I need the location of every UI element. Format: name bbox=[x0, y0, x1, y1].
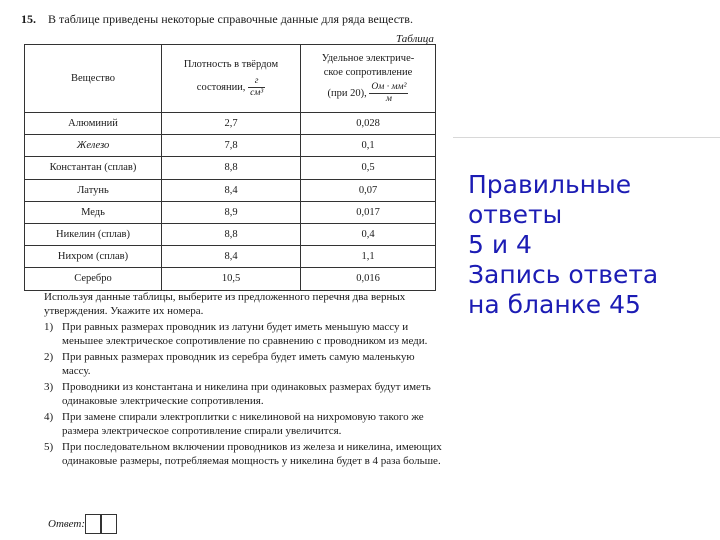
cell-density: 2,7 bbox=[162, 113, 301, 135]
cell-resistance: 1,1 bbox=[301, 246, 436, 268]
resistance-unit bbox=[369, 82, 408, 105]
option-item bbox=[44, 320, 444, 348]
note-line-3: 5 и 4 bbox=[468, 230, 532, 259]
option-number: 1) bbox=[44, 321, 54, 333]
cell-substance: Серебро bbox=[25, 268, 162, 290]
table-row bbox=[25, 268, 436, 290]
question-number: 15. bbox=[21, 12, 36, 26]
cell-substance: Алюминий bbox=[25, 113, 162, 135]
option-text: При равных размерах проводник из латуни будет иметь меньшую массу и меньшее электрическое сопротивление по сравнению с проводником из меди. bbox=[62, 321, 428, 347]
cell-density: 8,8 bbox=[162, 157, 301, 179]
table-row bbox=[25, 179, 436, 201]
cell-substance: Константан (сплав) bbox=[25, 157, 162, 179]
option-number: 3) bbox=[44, 381, 54, 393]
option-text: Проводники из константана и никелина при одинаковых размерах будут иметь одинаковые электрические сопротивления. bbox=[62, 381, 431, 407]
cell-substance: Латунь bbox=[25, 179, 162, 201]
cell-density: 8,4 bbox=[162, 246, 301, 268]
answer-area bbox=[48, 514, 117, 534]
cell-density: 8,4 bbox=[162, 179, 301, 201]
option-text: При равных размерах проводник из серебра будет иметь самую маленькую массу. bbox=[62, 351, 415, 377]
header-substance: Вещество bbox=[25, 45, 162, 113]
table-row bbox=[25, 113, 436, 135]
option-item bbox=[44, 380, 444, 408]
cell-substance: Железо bbox=[25, 135, 162, 157]
option-number: 2) bbox=[44, 351, 54, 363]
cell-density: 10,5 bbox=[162, 268, 301, 290]
task-body bbox=[44, 290, 444, 470]
answer-box-1[interactable] bbox=[85, 514, 101, 534]
header-resistance bbox=[301, 45, 436, 113]
answer-label: Ответ: bbox=[48, 518, 86, 530]
density-unit bbox=[248, 76, 265, 99]
option-item bbox=[44, 350, 444, 378]
table-caption: Таблица bbox=[396, 33, 434, 45]
cell-substance: Нихром (сплав) bbox=[25, 246, 162, 268]
option-number: 5) bbox=[44, 441, 54, 453]
header-density-line2: состоянии, bbox=[196, 81, 246, 93]
cell-density: 7,8 bbox=[162, 135, 301, 157]
table-row bbox=[25, 157, 436, 179]
reference-table bbox=[24, 44, 436, 291]
resistance-unit-den: м bbox=[385, 94, 392, 104]
option-number: 4) bbox=[44, 411, 54, 423]
note-line-1: Правильные bbox=[468, 170, 632, 199]
header-resist-line3: (при 20), bbox=[327, 87, 367, 99]
header-resist-line1: Удельное электриче- bbox=[321, 53, 415, 64]
cell-density: 8,8 bbox=[162, 223, 301, 245]
answer-box-2[interactable] bbox=[101, 514, 117, 534]
note-line-5: на бланке 45 bbox=[468, 290, 641, 319]
cell-resistance: 0,1 bbox=[301, 135, 436, 157]
resistance-unit-num: Ом · мм² bbox=[371, 82, 407, 92]
divider-line bbox=[453, 137, 720, 138]
note-line-4: Запись ответа bbox=[468, 260, 659, 289]
instructions: Используя данные таблицы, выберите из предложенного перечня два верных утверждения. Укажите их номера. bbox=[44, 291, 406, 317]
cell-substance: Медь bbox=[25, 201, 162, 223]
option-text: При замене спирали электроплитки с никелиновой на нихромовую такого же размера электрическое сопротивление спирали увеличится. bbox=[62, 411, 424, 437]
density-unit-num: г bbox=[248, 76, 265, 88]
option-text: При последовательном включении проводников из железа и никелина, имеющих одинаковые размеры, потребляемая мощность у никелина будет в 4 раза больше. bbox=[62, 441, 442, 467]
cell-density: 8,9 bbox=[162, 201, 301, 223]
table-header-row bbox=[25, 45, 436, 113]
cell-resistance: 0,028 bbox=[301, 113, 436, 135]
option-item bbox=[44, 410, 444, 438]
header-density bbox=[162, 45, 301, 113]
density-unit-den: см³ bbox=[250, 88, 264, 98]
cell-resistance: 0,5 bbox=[301, 157, 436, 179]
header-resist-line2: ское сопротивление bbox=[323, 67, 413, 78]
option-item bbox=[44, 440, 444, 468]
cell-resistance: 0,07 bbox=[301, 179, 436, 201]
correct-answers-note bbox=[468, 170, 658, 320]
note-line-2: ответы bbox=[468, 200, 563, 229]
table-row bbox=[25, 201, 436, 223]
table-row bbox=[25, 223, 436, 245]
table-row bbox=[25, 246, 436, 268]
header-density-line1: Плотность в твёрдом bbox=[183, 59, 279, 70]
cell-resistance: 0,016 bbox=[301, 268, 436, 290]
question-text: В таблице приведены некоторые справочные данные для ряда веществ. bbox=[48, 12, 413, 26]
table-row bbox=[25, 135, 436, 157]
cell-resistance: 0,4 bbox=[301, 223, 436, 245]
cell-resistance: 0,017 bbox=[301, 201, 436, 223]
cell-substance: Никелин (сплав) bbox=[25, 223, 162, 245]
